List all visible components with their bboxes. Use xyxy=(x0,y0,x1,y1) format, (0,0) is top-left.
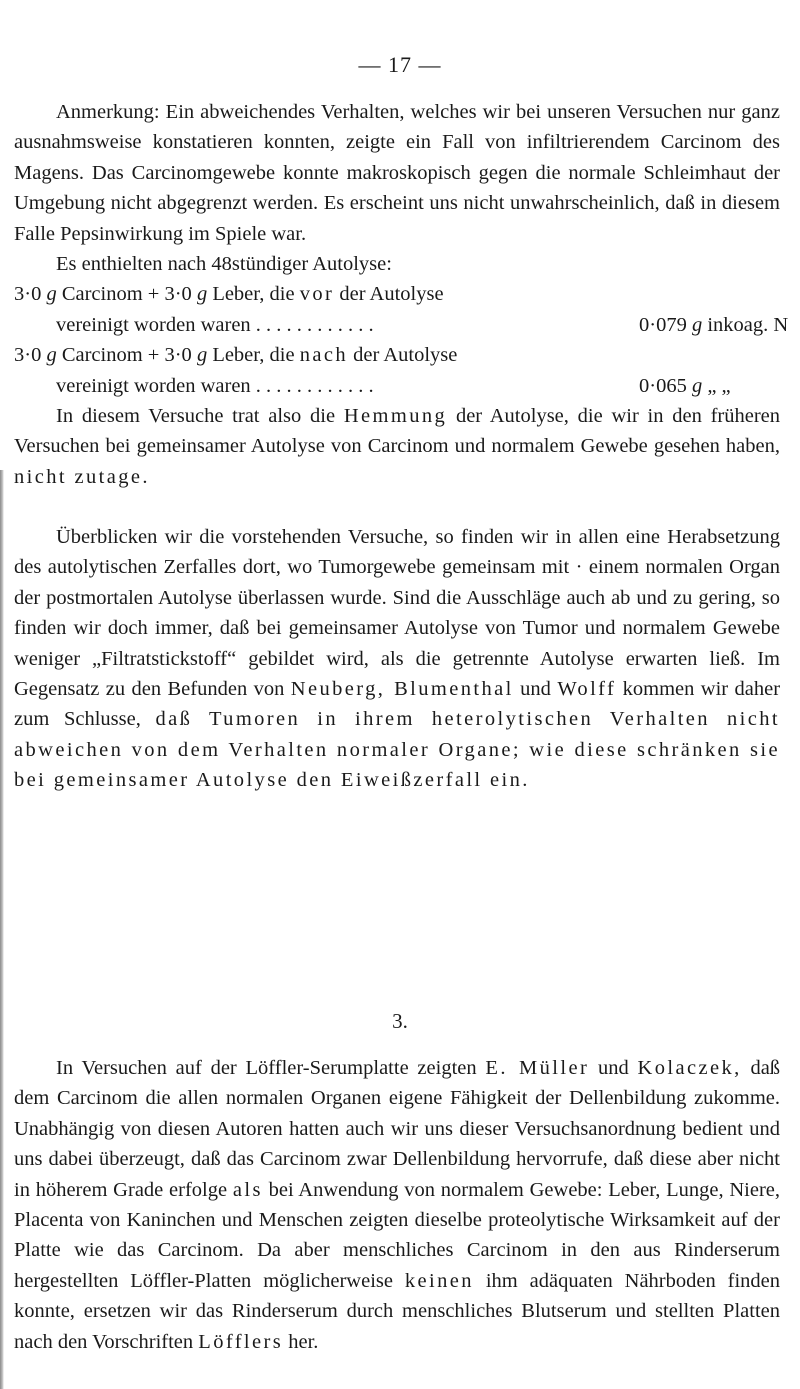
emph-keinen: keinen xyxy=(404,1269,474,1292)
author-neuberg-blumenthal: Neuberg, Blumenthal xyxy=(290,678,514,701)
timing-vor: vor xyxy=(299,283,335,306)
emph-hemmung: Hemmung xyxy=(343,405,448,427)
experiment-row-2: 3·0 g Carcinom + 3·0 g Leber, die nach der Autolyse xyxy=(14,344,458,367)
paragraph-hemmung: In diesem Versuche trat also die Hemmung der Autolyse, die wir in den früheren Versuchen bei gemeinsamer Autolyse von Carcinom und normalem Gewebe gesehen haben, nicht zutage. xyxy=(14,405,781,488)
experiment-intro: Es enthielten nach 48stündiger Autolyse: xyxy=(56,253,392,275)
note-text: Ein abweichendes Verhalten, welches wir bei unseren Versuchen nur ganz ausnahmsweise konstatieren konnten, zeigte ein Fall von infiltrierendem Carcinom des Magens. Das Carcinomgewebe konnte makroskopisch gegen die normale Schleimhaut der Umgebung nicht abgegrenzt werden. Es erscheint uns nicht unwahrscheinlich, daß in diesem Falle Pepsinwirkung im Spiele war. xyxy=(14,101,780,245)
timing-nach: nach xyxy=(299,344,349,367)
experiment-row-1-cont: vereinigt worden waren . . . . . . . . . . . . 0·079 g inkoag. N xyxy=(14,310,794,340)
experiment-row-2-value: 0·065 g „ „ xyxy=(639,374,731,397)
author-kolaczek: Kolaczek, xyxy=(637,1057,742,1079)
experiment-row-2-cont: vereinigt worden waren . . . . . . . . . . . . 0·065 g „ „ xyxy=(14,371,794,401)
emph-als: als xyxy=(232,1178,263,1201)
note-paragraph xyxy=(14,97,780,249)
emph-conclusion: daß Tumoren in ihrem heterolytischen Verhalten nicht abweichen von dem Verhalten normaler Organe; wie diese schränken sie bei gemeinsamer Autolyse den Eiweißzerfall ein. xyxy=(14,708,780,792)
author-loefflers: Löfflers xyxy=(198,1330,284,1353)
emph-nicht-zutage: nicht zutage. xyxy=(14,465,150,488)
page-number: — 17 — xyxy=(358,52,442,77)
note-label: Anmerkung: xyxy=(56,101,160,123)
experiment-row-1-value: 0·079 g inkoag. N xyxy=(639,313,789,336)
paragraph-summary: Überblicken wir die vorstehenden Versuche, so finden wir in allen eine Herabsetzung des autolytischen Zerfalles dort, wo Tumorgewebe gemeinsam mit · einem normalen Organ der postmortalen Autolyse überlassen wurde. Sind die Ausschläge auch ab und zu gering, so finden wir doch immer, daß bei gemeinsamer Autolyse von Tumor und normalem Gewebe weniger „Filtratstickstoff“ gebildet wird, als die getrennte Autolyse erwarten ließ. Im Gegensatz zu den Befunden von Neuberg, Blumenthal und Wolff kommen wir daher zum Schlusse, daß Tumoren in ihrem heterolytischen Verhalten nicht abweichen von dem Verhalten normaler Organe; wie diese schränken sie bei gemeinsamer Autolyse den Eiweißzerfall ein. xyxy=(14,526,781,792)
author-mueller: E. Müller xyxy=(485,1057,590,1079)
author-wolff: Wolff xyxy=(557,678,617,701)
experiment-row-1: 3·0 g Carcinom + 3·0 g Leber, die vor der Autolyse xyxy=(14,283,444,306)
paragraph-loeffler: In Versuchen auf der Löffler-Serumplatte zeigten E. Müller und Kolaczek, daß dem Carcinom die allen normalen Organen eigene Fähigkeit der Dellenbildung zukomme. Unabhängig von diesen Autoren hatten auch wir uns dieser Versuchsanordnung bedient und uns dabei überzeugt, daß das Carcinom zwar Dellenbildung hervorrufe, daß diese aber nicht in höherem Grade erfolge als bei Anwendung von normalem Gewebe: Leber, Lunge, Niere, Placenta von Kaninchen und Menschen zeigten dieselbe proteolytische Wirksamkeit auf der Platte wie das Carcinom. Da aber menschliches Carcinom in den aus Rinderserum hergestellten Löffler-Platten möglicherweise keinen ihm adäquaten Nährboden finden konnte, ersetzen wir das Rinderserum durch menschliches Blutserum und stellten Platten nach den Vorschriften Löfflers her. xyxy=(14,1057,781,1353)
experiment-block xyxy=(14,249,794,401)
section-number: 3. xyxy=(392,1009,408,1033)
page-binding-shadow xyxy=(0,470,4,1389)
